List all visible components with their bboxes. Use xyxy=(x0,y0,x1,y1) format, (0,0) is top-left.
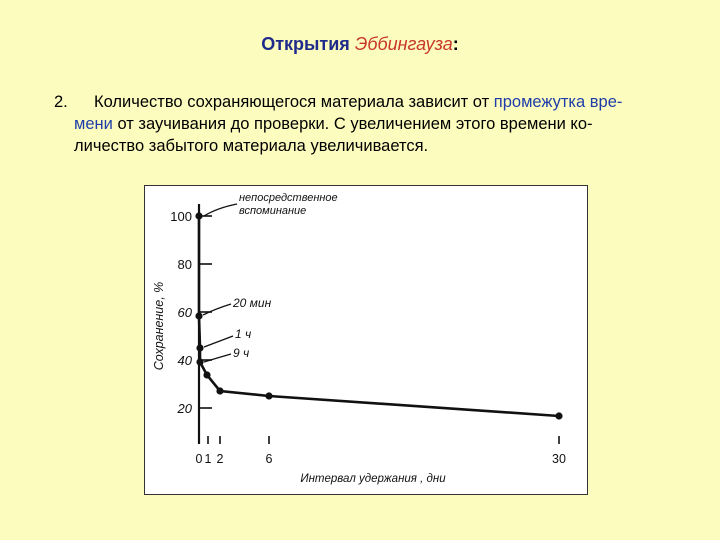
y-tick-label-20: 20 xyxy=(177,401,192,416)
paragraph-line-2 xyxy=(54,113,674,135)
title-colon: : xyxy=(452,34,459,54)
x-tick-label-6: 6 xyxy=(265,452,273,466)
data-point-0 xyxy=(195,212,202,219)
data-point-4 xyxy=(203,371,210,378)
annotation-9h: 9 ч xyxy=(233,346,250,360)
annotation-20min-arrow xyxy=(203,304,231,315)
retention-line xyxy=(199,216,559,416)
x-tick-label-2: 2 xyxy=(216,452,224,466)
x-tick-label-30: 30 xyxy=(552,452,566,466)
data-point-5 xyxy=(216,387,223,394)
title-main: Открытия xyxy=(261,34,350,54)
data-point-3 xyxy=(196,358,203,365)
x-tick-label-1: 1 xyxy=(204,452,212,466)
annotation-9h-arrow xyxy=(204,354,231,362)
line2-blue-text: мени xyxy=(74,115,113,133)
data-point-1 xyxy=(195,312,202,319)
line1-black-text: Количество сохраняющегося материала зависит от xyxy=(94,93,490,111)
line2-black-text: от заучивания до проверки. С увеличением этого времени ко- xyxy=(117,115,593,133)
data-point-6 xyxy=(265,392,272,399)
retention-chart-svg xyxy=(145,186,587,494)
y-tick-label-80: 80 xyxy=(177,257,192,272)
x-axis-label: Интервал удержания , дни xyxy=(300,473,446,485)
annotation-1h: 1 ч xyxy=(235,327,252,341)
item-number: 2. xyxy=(54,93,68,111)
annotation-1h-arrow xyxy=(204,336,233,347)
data-point-7 xyxy=(555,412,562,419)
annotation-immediate-line1: непосредственное xyxy=(239,192,338,204)
data-point-2 xyxy=(196,344,203,351)
y-axis-label: Сохранение, % xyxy=(152,281,166,371)
annotation-20min: 20 мин xyxy=(233,296,272,310)
y-tick-label-40: 40 xyxy=(177,353,192,368)
title-name: Эббингауза xyxy=(354,34,453,54)
paragraph-line-3 xyxy=(54,135,674,157)
y-tick-label-60: 60 xyxy=(177,305,192,320)
y-tick-label-100: 100 xyxy=(170,209,192,224)
line1-blue-text: промежутка вре- xyxy=(493,93,623,111)
line3-text: личество забытого материала увеличивается. xyxy=(74,137,429,155)
x-tick-label-0: 0 xyxy=(195,452,203,466)
slide-title xyxy=(0,34,720,55)
point-paragraph xyxy=(54,91,674,157)
retention-chart xyxy=(144,185,588,495)
paragraph-line-1 xyxy=(54,91,674,113)
annotation-immediate-line2: вспоминание xyxy=(239,205,307,217)
annotation-immediate-arrow xyxy=(204,204,237,216)
